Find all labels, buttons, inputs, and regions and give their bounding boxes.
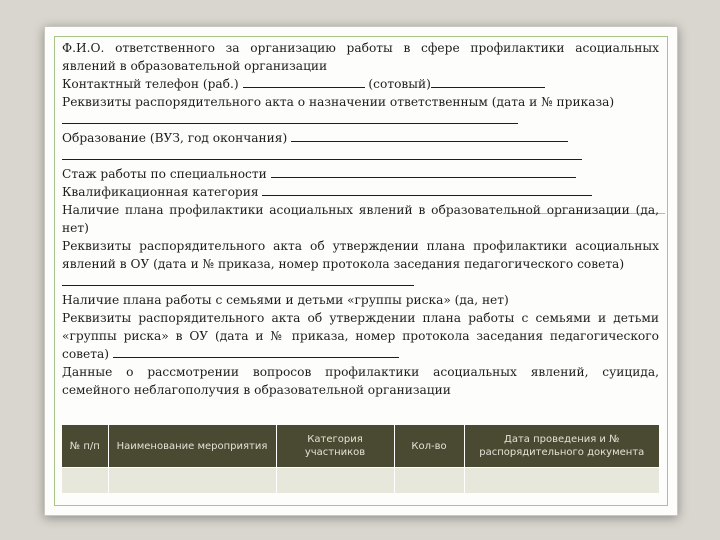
- risk-group-approval-line: Реквизиты распорядительного акта об утверждении плана работы с семьями и детьми «группы риска» в ОУ (дата и № приказа, номер протокола заседания педагогического совета): [62, 311, 659, 361]
- table-row: [62, 468, 659, 494]
- events-table: [62, 425, 659, 493]
- education-blank: [62, 147, 659, 165]
- qualification-field[interactable]: [262, 183, 592, 196]
- table-cell[interactable]: [464, 468, 659, 494]
- document-page: [44, 26, 678, 516]
- appointment-order-field[interactable]: [62, 111, 518, 124]
- qualification-line: Квалификационная категория: [62, 183, 659, 201]
- review-data-line: Данные о рассмотрении вопросов профилактики асоциальных явлений, суицида, семейного неблагополучия в образовательной организации: [62, 365, 659, 397]
- risk-group-plan-line: Наличие плана работы с семьями и детьми «группы риска» (да, нет): [62, 293, 509, 307]
- table-cell[interactable]: [276, 468, 394, 494]
- table-header-row: [62, 425, 659, 468]
- table-cell[interactable]: [62, 468, 108, 494]
- plan-approval-blank: [62, 273, 659, 291]
- responsible-person-line: Ф.И.О. ответственного за организацию работы в сфере профилактики асоциальных явлений в образовательной организации: [62, 41, 659, 73]
- col-number-header: № п/п: [62, 425, 108, 468]
- col-participants-header: Категория участников: [276, 425, 394, 468]
- contact-phone-line: Контактный телефон (раб.) (сотовый): [62, 75, 659, 93]
- education-field[interactable]: [291, 129, 568, 142]
- experience-field[interactable]: [271, 165, 576, 178]
- plan-approval-field[interactable]: [62, 273, 414, 286]
- col-date-document-header: Дата проведения и № распорядительного документа: [464, 425, 659, 468]
- appointment-order-blank: [62, 111, 659, 129]
- table-cell[interactable]: [108, 468, 276, 494]
- mobile-phone-field[interactable]: [431, 75, 545, 88]
- work-phone-field[interactable]: [243, 75, 365, 88]
- appointment-order-line: Реквизиты распорядительного акта о назначении ответственным (дата и № приказа): [62, 95, 615, 109]
- experience-line: Стаж работы по специальности: [62, 165, 659, 183]
- plan-approval-line: Реквизиты распорядительного акта об утверждении плана профилактики асоциальных явлений в ОУ (дата и № приказа, номер протокола заседания педагогического совета): [62, 239, 659, 271]
- form-text: [62, 39, 659, 399]
- col-event-name-header: Наименование мероприятия: [108, 425, 276, 468]
- education-line: Образование (ВУЗ, год окончания): [62, 129, 659, 147]
- col-count-header: Кол-во: [394, 425, 464, 468]
- risk-group-approval-field[interactable]: [113, 345, 399, 358]
- table-cell[interactable]: [394, 468, 464, 494]
- prevention-plan-line: Наличие плана профилактики асоциальных явлений в образовательной организации (да, нет): [62, 203, 659, 235]
- education-field-2[interactable]: [62, 147, 582, 160]
